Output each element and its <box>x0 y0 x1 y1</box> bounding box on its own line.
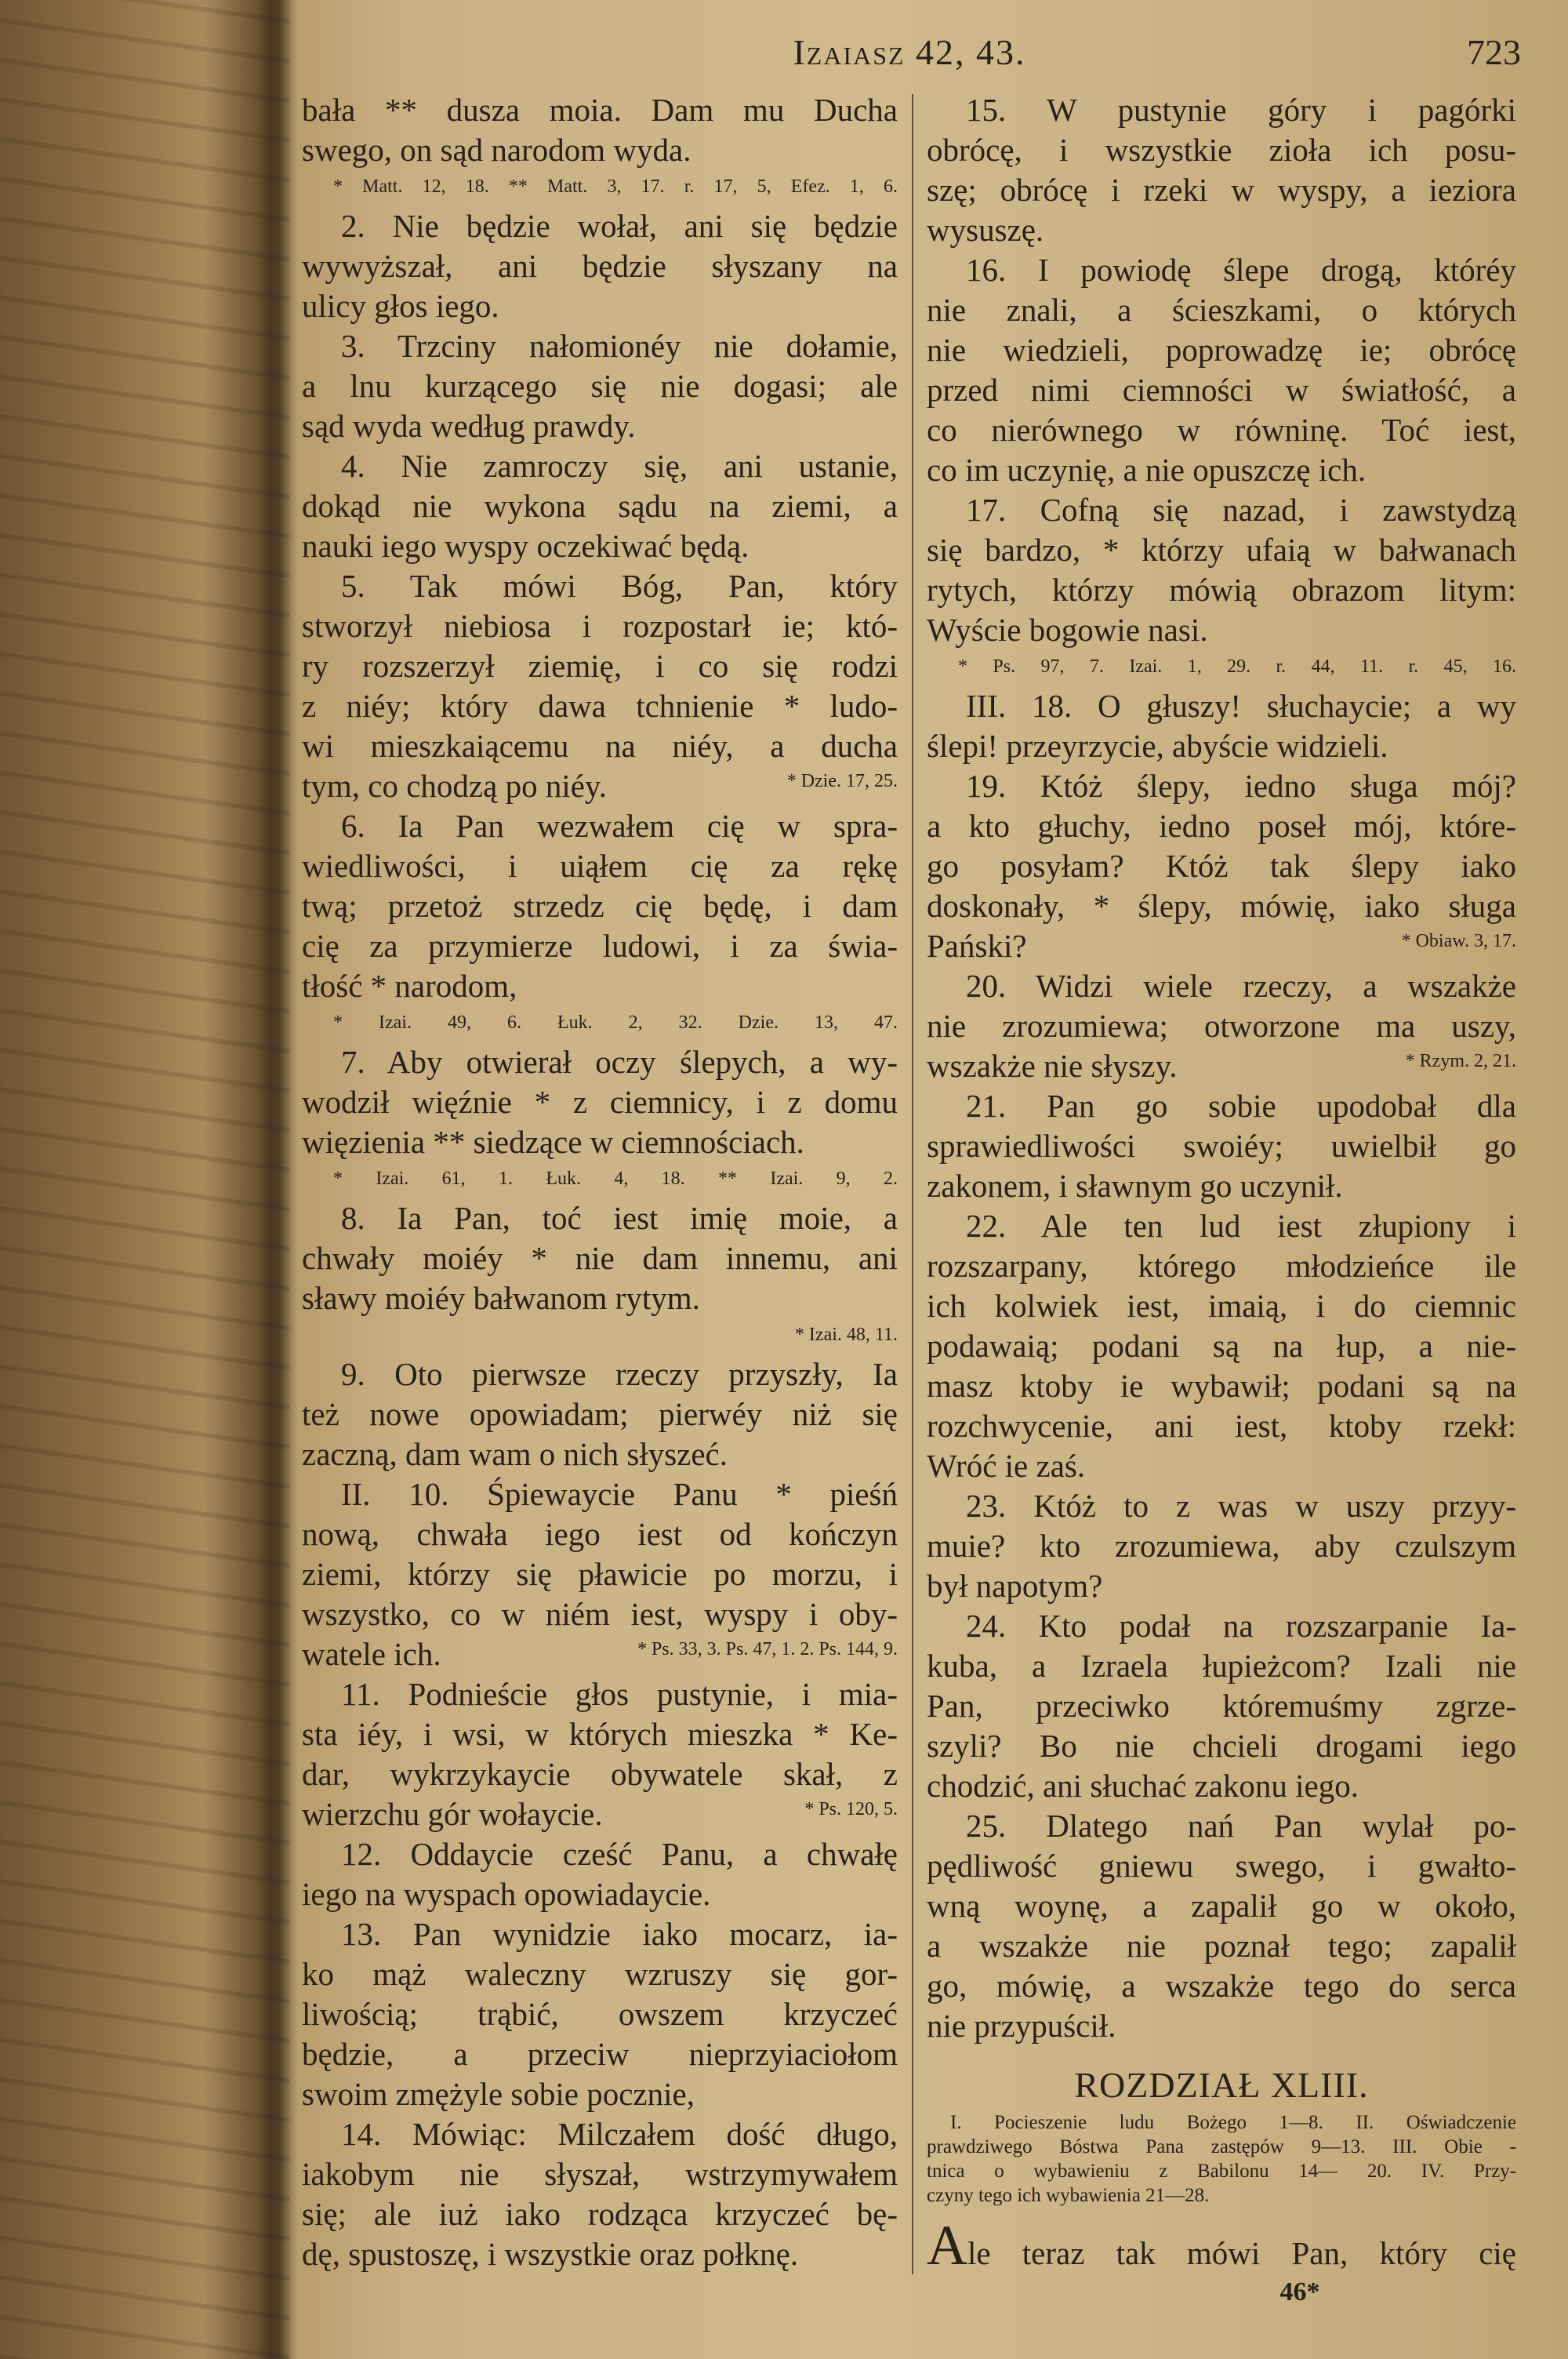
verse-line: dę, spustoszę, i wszystkie oraz połknę. <box>302 2236 799 2272</box>
verse <box>302 1674 898 1834</box>
verse <box>302 326 898 446</box>
verse-line: swoim zmężyle sobie pocznie, <box>302 2076 695 2112</box>
verse-line: 6. Ia Pan wezwałem cię w spra- <box>341 808 898 844</box>
verse-line: chwały moiéy * nie dam innemu, ani <box>302 1240 898 1276</box>
verse-line: wysuszę. <box>927 212 1044 248</box>
verse-line: a lnu kurzącego się nie dogasi; ale <box>302 368 898 404</box>
verse-line: 4. Nie zamroczy się, ani ustanie, <box>341 448 898 484</box>
verse-line: Wróć ie zaś. <box>927 1448 1086 1484</box>
verse <box>302 1834 898 1914</box>
verse-line: doskonały, * ślepy, mówię, iako sługa <box>927 888 1516 924</box>
verse-line: 19. Któż ślepy, iedno sługa mój? <box>966 768 1516 804</box>
verse-line: 17. Cofną się nazad, i zawstydzą <box>966 492 1516 528</box>
verse-line: 2. Nie będzie wołał, ani się będzie <box>341 208 898 244</box>
verse-line: iego na wyspach opowiadaycie. <box>302 1876 711 1912</box>
summary-line: czyny tego ich wybawienia 21—28. <box>927 2185 1210 2206</box>
footnote: * Izai. 48, 11. <box>794 1325 898 1345</box>
right-column <box>927 90 1516 2308</box>
verse <box>302 1914 898 2114</box>
verse <box>927 490 1516 650</box>
verse <box>302 1354 898 1474</box>
verse-line <box>302 1634 898 1674</box>
verse-line <box>302 1794 898 1834</box>
verse-line: zakonem, i sławnym go uczynił. <box>927 1168 1343 1204</box>
verse <box>927 1486 1516 1606</box>
verse-line: pędliwość gniewu swego, i gwałto- <box>927 1848 1516 1884</box>
verse-line <box>302 766 898 806</box>
verse-line: szę; obrócę i rzeki w wyspy, a ieziora <box>927 172 1516 208</box>
verse-line-text: wszakże nie słyszy. <box>927 1048 1178 1084</box>
verse <box>927 1606 1516 1806</box>
verse-line: co im uczynię, a nie opuszczę ich. <box>927 452 1367 488</box>
verse-line: się bardzo, * którzy ufaią w bałwanach <box>927 532 1516 568</box>
verse-line: był napotym? <box>927 1568 1103 1604</box>
verse <box>927 766 1516 966</box>
verse-line: nie przypuścił. <box>927 2008 1116 2044</box>
verse-line: cię za przymierze ludowi, i za świa- <box>302 928 898 964</box>
chapter-summary <box>927 2110 1516 2208</box>
verse-line: rozszarpany, którego młodzieńce ile <box>927 1248 1516 1284</box>
verse-line: 20. Widzi wiele rzeczy, a wszakże <box>966 968 1516 1004</box>
verse-line: 12. Oddaycie cześć Panu, a chwałę <box>341 1836 898 1872</box>
verse-line <box>927 926 1516 966</box>
verse-line: przed nimi ciemności w światłość, a <box>927 372 1516 408</box>
verse-line: ko mąż waleczny wzruszy się gor- <box>302 1956 898 1992</box>
verse-line: swego, on sąd narodom wyda. <box>302 132 691 168</box>
verse <box>927 250 1516 490</box>
verse-line: 21. Pan go sobie upodobał dla <box>966 1088 1516 1124</box>
verse-line: nie zrozumiewa; otworzone ma uszy, <box>927 1008 1516 1044</box>
verse-line: sta iéy, i wsi, w których mieszka * Ke- <box>302 1716 898 1752</box>
right-column-verses <box>927 90 1516 2046</box>
summary-line: I. Pocieszenie ludu Bożego 1—8. II. Oświadczenie <box>950 2112 1516 2133</box>
running-header <box>298 31 1521 78</box>
verse-line: 24. Kto podał na rozszarpanie Ia- <box>966 1608 1516 1644</box>
verse-line: 13. Pan wynidzie iako mocarz, ia- <box>341 1916 898 1952</box>
verse-line: wi mieszkaiącemu na niéy, a ducha <box>302 728 898 764</box>
verse-line: 11. Podnieście głos pustynie, i mia- <box>341 1676 898 1712</box>
verse-line: sławy moiéy bałwanom rytym. <box>302 1280 700 1316</box>
verse <box>302 1198 898 1318</box>
verse-line-text: tym, co chodzą po niéy. <box>302 768 607 804</box>
verse-line: 14. Mówiąc: Milczałem dość długo, <box>341 2116 898 2152</box>
page-number: 723 <box>1467 32 1521 72</box>
facing-page-edge <box>0 0 290 2359</box>
verse-line: a kto głuchy, iedno poseł mój, które- <box>927 808 1516 844</box>
verse-line: szyli? Bo nie chcieli drogami iego <box>927 1728 1516 1764</box>
verse-line: kuba, a Izraela łupieżcom? Izali nie <box>927 1648 1516 1684</box>
verse-line: sąd wyda według prawdy. <box>302 408 636 444</box>
verse-line: nową, chwała iego iest od kończyn <box>302 1516 898 1552</box>
verse-line: go posyłam? Któż tak ślepy iako <box>927 848 1516 884</box>
verse-line: dar, wykrzykaycie obywatele skał, z <box>302 1756 898 1792</box>
verse-line: tłość * narodom, <box>302 968 517 1004</box>
verse-line: 22. Ale ten lud iest złupiony i <box>966 1208 1516 1244</box>
book-gutter <box>259 0 298 2359</box>
verse-line: zaczną, dam wam o nich słyszeć. <box>302 1436 728 1472</box>
verse-line: bała ** dusza moia. Dam mu Ducha <box>302 92 898 128</box>
inline-reference: * Ps. 33, 3. Ps. 47, 1. 2. Ps. 144, 9. <box>637 1639 898 1659</box>
verse-line: nie wiedzieli, poprowadzę ie; obrócę <box>927 332 1516 368</box>
chapter-heading: ROZDZIAŁ XLIII. <box>1074 2065 1369 2105</box>
verse-line: podawaią; podani są na łup, a nie- <box>927 1328 1516 1364</box>
verse-line: co nierównego w równinę. Toć iest, <box>927 412 1516 448</box>
verse-line: wszystko, co w niém iest, wyspy i oby- <box>302 1596 898 1632</box>
verse-line: obrócę, i wszystkie zioła ich posu- <box>927 132 1516 168</box>
verse-line: Wyście bogowie nasi. <box>927 612 1208 648</box>
verse-line <box>927 1046 1516 1086</box>
inline-reference: * Obiaw. 3, 17. <box>1401 931 1516 951</box>
verse <box>302 2114 898 2274</box>
verse-line-text: watele ich. <box>302 1636 441 1672</box>
verse <box>302 90 898 170</box>
verse-line: 8. Ia Pan, toć iest imię moie, a <box>341 1200 898 1236</box>
verse <box>302 1474 898 1674</box>
verse-line: 15. W pustynie góry i pagórki <box>966 92 1516 128</box>
verse-line: ich kolwiek iest, imaią, i do ciemnic <box>927 1288 1516 1324</box>
verse-line: z niéy; który dawa tchnienie * ludo- <box>302 688 898 724</box>
verse-line: masz ktoby ie wybawił; podani są na <box>927 1368 1516 1404</box>
verse-line: 5. Tak mówi Bóg, Pan, który <box>341 568 898 604</box>
verse-line: muie? kto zrozumiewa, aby czulszym <box>927 1528 1516 1564</box>
verse-line: II. 10. Śpiewaycie Panu * pieśń <box>341 1476 898 1512</box>
footnote: * Izai. 49, 6. Łuk. 2, 32. Dzie. 13, 47. <box>333 1012 898 1033</box>
drop-initial: A <box>927 2214 967 2277</box>
verse <box>927 90 1516 250</box>
verse-line: ry rozszerzył ziemię, i co się rodzi <box>302 648 898 684</box>
verse-line: 7. Aby otwierał oczy ślepych, a wy- <box>341 1044 898 1080</box>
verse-line-text: wierzchu gór wołaycie. <box>302 1796 603 1832</box>
verse-line: 16. I powiodę ślepe drogą, któréy <box>966 252 1516 288</box>
verse-line: iakobym nie słyszał, wstrzymywałem <box>302 2156 898 2192</box>
verse-line: III. 18. O głuszy! słuchaycie; a wy <box>966 688 1516 724</box>
verse-line: go, mówię, a wszakże tego do serca <box>927 1968 1516 2004</box>
verse <box>927 1086 1516 1206</box>
verse-line: rytych, którzy mówią obrazom litym: <box>927 572 1516 608</box>
verse <box>927 1806 1516 2046</box>
verse-line: Pan, przeciwko któremuśmy zgrze- <box>927 1688 1516 1724</box>
verse-line: wodził więźnie * z ciemnicy, i z domu <box>302 1084 898 1120</box>
verse <box>927 1206 1516 1486</box>
summary-line: tnica o wybawieniu z Babilonu 14— 20. IV. Przy- <box>927 2161 1516 2182</box>
verse-line: ślepi! przeyrzycie, abyście widzieli. <box>927 728 1388 764</box>
verse-line: 23. Któż to z was w uszy przyy- <box>966 1488 1516 1524</box>
verse-line: też nowe opowiadam; pierwéy niż się <box>302 1396 898 1432</box>
verse <box>302 206 898 326</box>
inline-reference: * Rzym. 2, 21. <box>1405 1051 1516 1071</box>
verse-line: a wszakże nie poznał tego; zapalił <box>927 1928 1516 1964</box>
running-title: Izaiasz 42, 43. <box>793 32 1026 72</box>
footnote: * Ps. 97, 7. Izai. 1, 29. r. 44, 11. r. 45, 16. <box>958 656 1516 677</box>
verse <box>302 446 898 566</box>
verse-line: się; ale iuż iako rodząca krzyczeć bę- <box>302 2196 898 2232</box>
inline-reference: * Ps. 120, 5. <box>804 1799 898 1819</box>
verse-line-text: Pański? <box>927 928 1027 964</box>
left-column <box>302 90 898 2274</box>
inline-reference: * Dzie. 17, 25. <box>786 771 898 791</box>
verse <box>927 966 1516 1086</box>
signature-mark: 46* <box>1279 2277 1320 2306</box>
footnote: * Izai. 61, 1. Łuk. 4, 18. ** Izai. 9, 2. <box>333 1169 898 1189</box>
verse <box>302 806 898 1006</box>
verse-line: wiedliwości, i uiąłem cię za rękę <box>302 848 898 884</box>
verse-line: liwością; trąbić, owszem krzyczeć <box>302 1996 898 2032</box>
column-divider <box>912 94 913 2274</box>
verse-line: więzienia ** siedzące w ciemnościach. <box>302 1124 804 1160</box>
verse-line: będzie, a przeciw nieprzyiaciołom <box>302 2036 898 2072</box>
opening-text: le teraz tak mówi Pan, który cię <box>967 2235 1516 2271</box>
verse-line: 25. Dlatego nań Pan wylał po- <box>966 1808 1516 1844</box>
verse-line: dokąd nie wykona sądu na ziemi, a <box>302 488 898 524</box>
verse-line: sprawiedliwości swoiéy; uwielbił go <box>927 1128 1516 1164</box>
verse-line: ulicy głos iego. <box>302 288 499 324</box>
verse-line: rozchwycenie, ani iest, ktoby rzekł: <box>927 1408 1516 1444</box>
chapter-opening-line <box>927 2214 1516 2277</box>
verse-line: 3. Trzciny nałomionéy nie dołamie, <box>341 328 898 364</box>
verse-line: twą; przetoż strzedz cię będę, i dam <box>302 888 898 924</box>
verse-line: wywyższał, ani będzie słyszany na <box>302 248 898 284</box>
verse-line: ziemi, którzy się pławicie po morzu, i <box>302 1556 898 1592</box>
verse-line: nauki iego wyspy oczekiwać będą. <box>302 528 750 564</box>
verse <box>927 686 1516 766</box>
verse-line: wną woynę, a zapalił go w około, <box>927 1888 1516 1924</box>
summary-line: prawdziwego Bóstwa Pana zastępów 9—13. III. Obie - <box>927 2136 1516 2157</box>
footnote: * Matt. 12, 18. ** Matt. 3, 17. r. 17, 5, Efez. 1, 6. <box>333 176 898 197</box>
verse-line: 9. Oto pierwsze rzeczy przyszły, Ia <box>341 1356 898 1392</box>
verse-line: chodzić, ani słuchać zakonu iego. <box>927 1768 1359 1804</box>
verse-line: nie znali, a ścieszkami, o których <box>927 292 1516 328</box>
verse-line: stworzył niebiosa i rozpostarł ie; któ- <box>302 608 898 644</box>
verse <box>302 566 898 806</box>
verse <box>302 1042 898 1162</box>
